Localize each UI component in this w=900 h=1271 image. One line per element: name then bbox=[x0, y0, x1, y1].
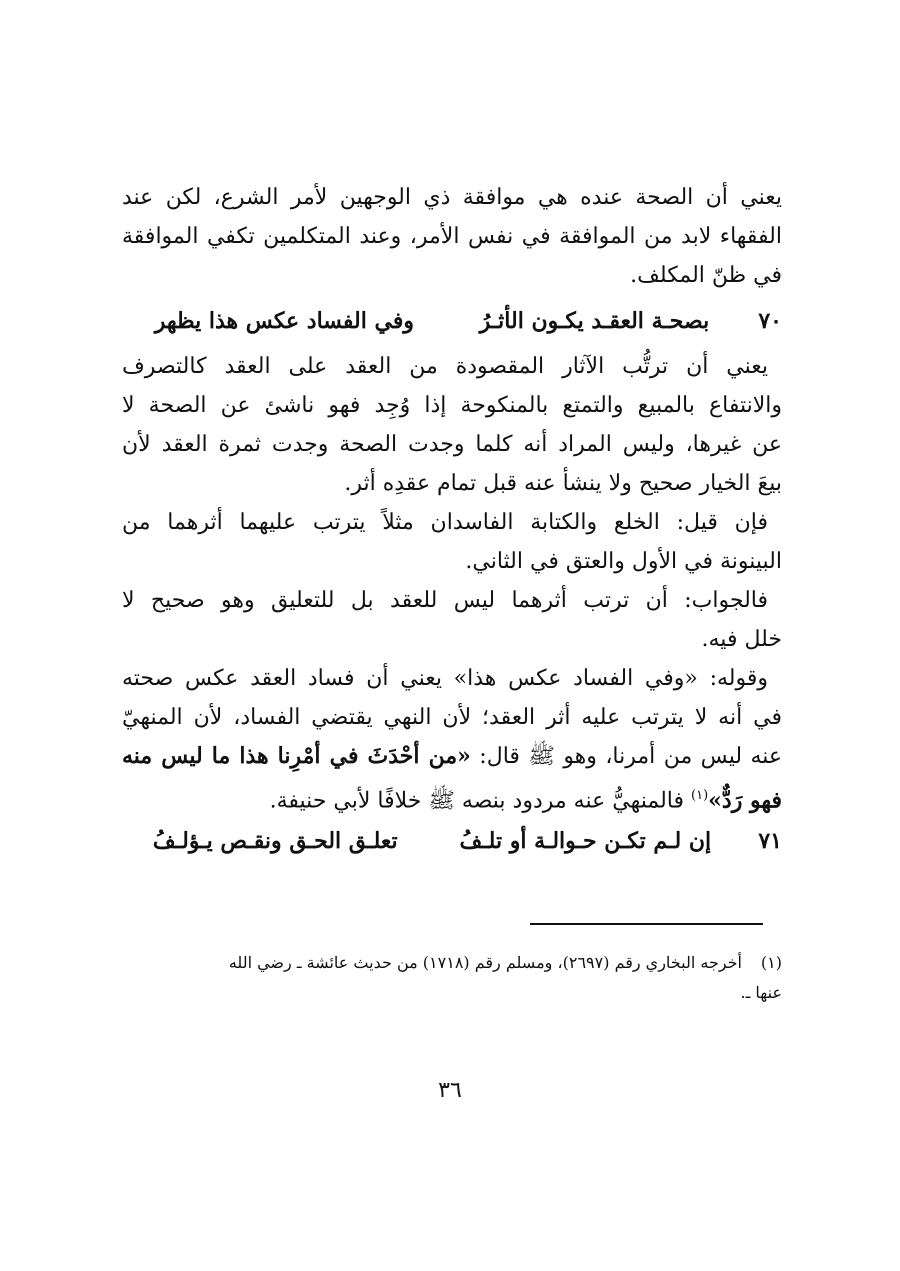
footnote-reference[interactable]: (١) bbox=[691, 788, 709, 803]
text-segment: فالمنهيُّ عنه مردود بنصه ﷺ خلافًا لأبي حنيفة. bbox=[269, 788, 691, 814]
text-line: وقوله: «وفي الفساد عكس هذا» يعني أن فساد العقد عكس صحته bbox=[122, 666, 768, 691]
text-line: عن غيرها، وليس المراد أنه كلما وجدت الصحة وجدت ثمرة العقد لأن bbox=[122, 432, 782, 457]
text-line: خلل فيه. bbox=[701, 627, 782, 652]
paragraph-1 bbox=[122, 178, 782, 295]
paragraph-4 bbox=[122, 581, 782, 659]
footnote-line bbox=[122, 948, 782, 978]
verse-second-hemistich: وفي الفساد عكس هذا يظهر bbox=[154, 308, 415, 334]
verse-first-hemistich: إن لـم تكـن حـوالـة أو تلـفُ bbox=[459, 828, 712, 854]
verse-number: ٧٠ bbox=[758, 308, 782, 334]
text-line bbox=[122, 737, 782, 776]
footnotes bbox=[122, 948, 782, 1008]
footnote-separator bbox=[530, 923, 763, 925]
text-line: يعني أن الصحة عنده هي موافقة ذي الوجهين لأمر الشرع، لكن عند bbox=[122, 185, 782, 210]
footnote-text: أخرجه البخاري رقم (٢٦٩٧)، ومسلم رقم (١٧١٨) من حديث عائشة ـ رضي الله bbox=[228, 953, 742, 972]
text-line: الفقهاء لابد من الموافقة في نفس الأمر، وعند المتكلمين تكفي الموافقة bbox=[122, 224, 782, 249]
footnote-marker: (١) bbox=[760, 953, 782, 972]
verse-first-hemistich: بصحـة العقـد يكـون الأثـرُ bbox=[479, 308, 710, 334]
page-number: ٣٦ bbox=[438, 1078, 462, 1103]
text-line: البينونة في الأول والعتق في الثاني. bbox=[465, 549, 782, 574]
text-line: بيعَ الخيار صحيح ولا ينشأ عنه قبل تمام عقدِه أثر. bbox=[344, 471, 782, 496]
verse-second-hemistich: تعلـق الحـق ونقـص يـؤلـفُ bbox=[152, 828, 398, 854]
paragraph-2 bbox=[122, 347, 782, 503]
verse-number: ٧١ bbox=[758, 828, 782, 854]
text-line: في أنه لا يترتب عليه أثر العقد؛ لأن النهي يقتضي الفساد، لأن المنهيّ bbox=[122, 705, 782, 730]
text-line: فإن قيل: الخلع والكتابة الفاسدان مثلاً يترتب عليهما أثرهما من bbox=[122, 510, 768, 535]
text-line: في ظنّ المكلف. bbox=[630, 263, 782, 288]
hadith-quote: «من أحْدَثَ في أمْرِنا هذا ما ليس منه bbox=[122, 743, 471, 769]
text-segment: عنه ليس من أمرنا، وهو ﷺ قال: bbox=[470, 744, 782, 769]
footnote-line: عنها ـ. bbox=[740, 983, 782, 1002]
text-line: فالجواب: أن ترتب أثرهما ليس للعقد بل للتعليق وهو صحيح لا bbox=[122, 588, 768, 613]
hadith-quote: فهو رَدٌّ» bbox=[708, 787, 782, 814]
text-line bbox=[122, 776, 782, 815]
page-body bbox=[122, 178, 782, 867]
text-line: يعني أن ترتُّب الآثار المقصودة من العقد على العقد كالتصرف bbox=[122, 354, 768, 379]
paragraph-3 bbox=[122, 503, 782, 581]
paragraph-5 bbox=[122, 659, 782, 815]
verse-71 bbox=[122, 819, 782, 863]
verse-70 bbox=[122, 299, 782, 343]
text-line: والانتفاع بالمبيع والتمتع بالمنكوحة إذا وُجِد فهو ناشئ عن الصحة لا bbox=[122, 393, 782, 418]
